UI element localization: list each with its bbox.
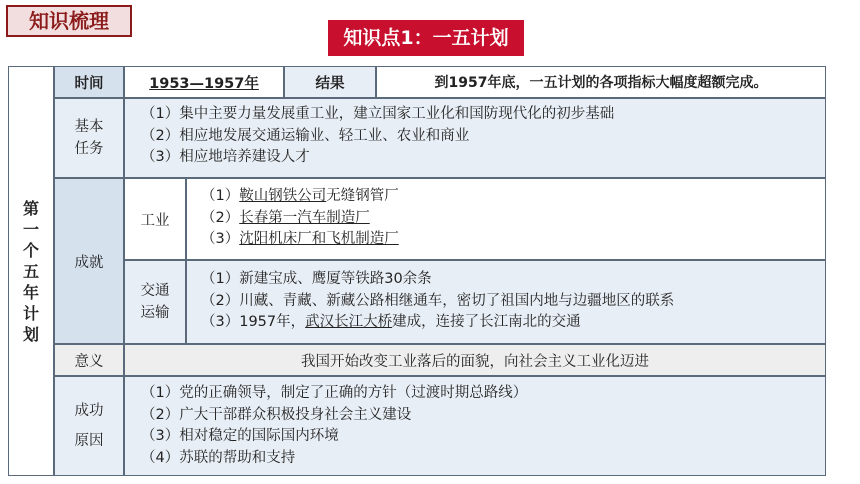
meaning-label: 意义 [74, 353, 104, 370]
time-label-cell [54, 66, 124, 98]
meaning-label-cell [54, 344, 124, 376]
transport-label-line1: 交通 [140, 283, 170, 299]
task-item: （2）相应地发展交通运输业、轻工业、农业和商业 [141, 127, 470, 144]
plan-label-cell [8, 66, 54, 476]
task-item: （1）集中主要力量发展重工业，建立国家工业化和国防现代化的初步基础 [141, 106, 615, 122]
industry-item: （3）沈阳机床厂和飞机制造厂 [201, 231, 399, 247]
transport-cell [186, 260, 826, 344]
reason-item: （3）相对稳定的国际国内环境 [141, 428, 339, 444]
result-value: 到1957年底，一五计划的各项指标大幅度超额完成。 [434, 75, 768, 91]
reasons-label-line1: 成功 [74, 403, 104, 419]
transport-item: （3）1957年，武汉长江大桥建成，连接了长江南北的交通 [201, 314, 581, 330]
reason-item: （2）广大干部群众积极投身社会主义建设 [141, 406, 412, 423]
industry-item: （2）长春第一汽车制造厂 [201, 209, 370, 226]
task-item: （3）相应地培养建设人才 [141, 149, 310, 165]
knowledge-review-badge: 知识梳理 [6, 5, 132, 37]
result-label: 结果 [315, 75, 345, 92]
achievements-label: 成就 [74, 254, 104, 271]
transport-item: （2）川藏、青藏、新藏公路相继通车，密切了祖国内地与边疆地区的联系 [201, 292, 675, 309]
result-value-cell [376, 66, 826, 98]
achievements-label-cell [54, 178, 124, 344]
industry-cell [186, 178, 826, 260]
industry-item: （1）鞍山钢铁公司无缝钢管厂 [201, 188, 399, 204]
tasks-label-line1: 基本 [74, 119, 104, 135]
reasons-label-cell [54, 376, 124, 476]
transport-label-line2: 运输 [140, 305, 170, 321]
reasons-label-line2: 原因 [74, 433, 104, 449]
meaning-value: 我国开始改变工业落后的面貌，向社会主义工业化迈进 [301, 353, 649, 370]
time-value-cell [124, 66, 284, 98]
transport-label-cell [124, 260, 186, 344]
knowledge-point-title: 知识点1：一五计划 [328, 20, 524, 56]
tasks-cell [124, 98, 826, 178]
reasons-cell [124, 376, 826, 476]
transport-item: （1）新建宝成、鹰厦等铁路30余条 [201, 271, 432, 287]
time-value: 1953—1957年 [149, 75, 259, 92]
plan-label: 第一个五年计划 [22, 198, 39, 344]
time-label: 时间 [74, 75, 104, 92]
tasks-label-cell [54, 98, 124, 178]
reason-item: （1）党的正确领导，制定了正确的方针（过渡时期总路线） [141, 385, 528, 401]
reason-item: （4）苏联的帮助和支持 [141, 449, 296, 466]
meaning-value-cell [124, 344, 826, 376]
industry-label-cell [124, 178, 186, 260]
result-label-cell [284, 66, 376, 98]
tasks-label-line2: 任务 [74, 141, 104, 157]
industry-label: 工业 [140, 212, 170, 229]
